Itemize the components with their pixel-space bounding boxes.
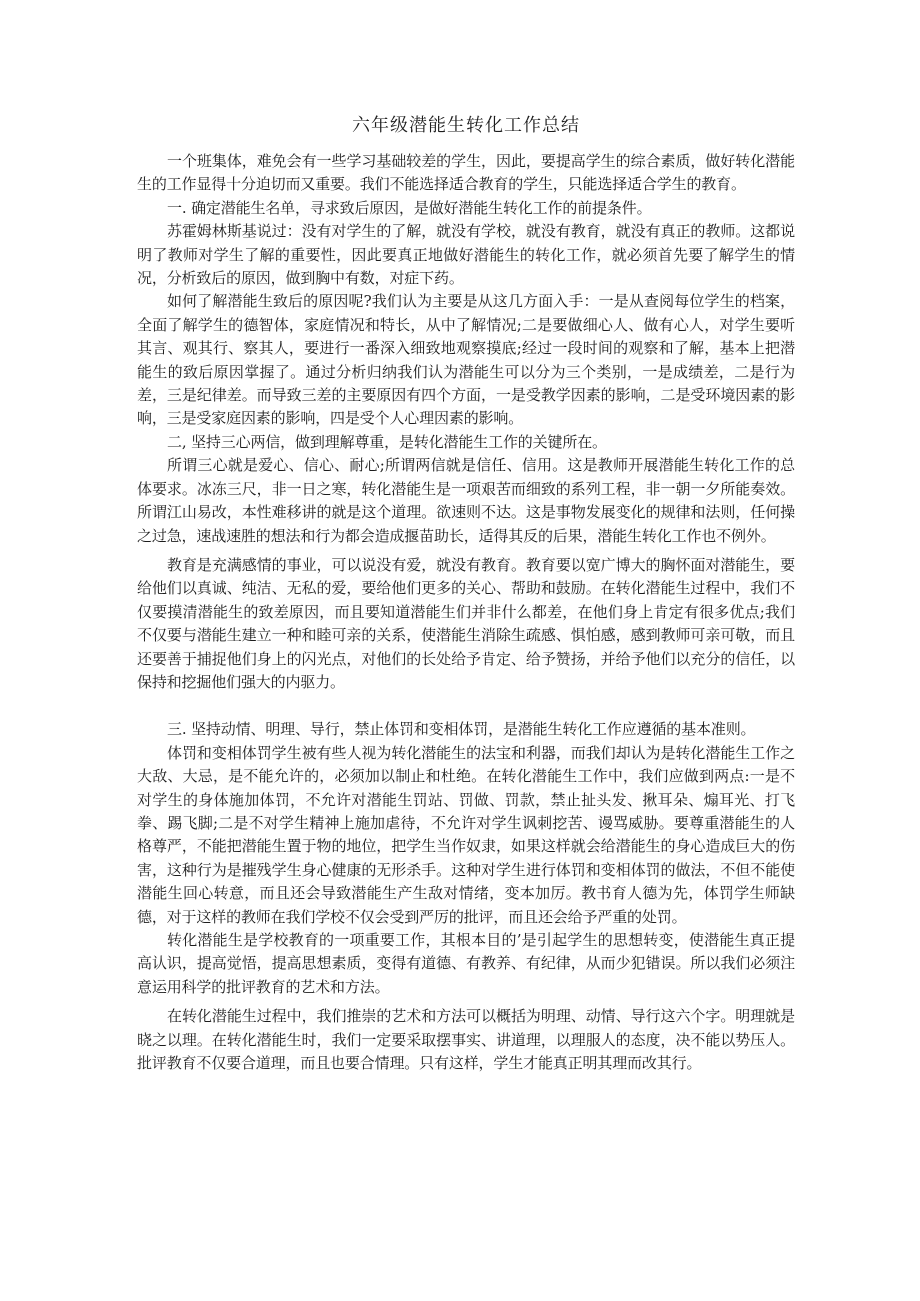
paragraph-punishment: 体罚和变相体罚学生被有些人视为转化潜能生的法宝和利器，而我们却认为是转化潜能生工作之大敌、大忌，是不能允许的，必须加以制止和杜绝。在转化潜能生工作中，我们应做到两点:一是不对学生的身体施加体罚，不允许对潜能生罚站、罚做、罚款，禁止扯头发、揪耳朵、煽耳光、打飞拳、踢飞脚;二是不对学生精神上施加虐待，不允许对学生讽刺挖苦、谩骂威胁。要尊重潜能生的人格尊严，不能把潜能生置于物的地位，把学生当作奴隶，如果这样就会给潜能生的身心造成巨大的伤害，这种行为是摧残学生身心健康的无形杀手。这种对学生进行体罚和变相体罚的做法，不但不能使潜能生回心转意，而且还会导致潜能生产生敌对情绪，变本加厉。教书育人德为先，体罚学生师缺德，对于这样的教师在我们学校不仅会受到严厉的批评，而且还会给予严重的处罚。 [137,743,795,926]
section-heading-1: 一. 确定潜能生名单，寻求致后原因，是做好潜能生转化工作的前提条件。 [167,198,652,217]
paragraph-intro: 一个班集体，难免会有一些学习基础较差的学生，因此，要提高学生的综合素质，做好转化潜能生的工作显得十分迫切而又重要。我们不能选择适合教育的学生，只能选择适合学生的教育。 [137,152,795,194]
paragraph-understanding: 如何了解潜能生致后的原因呢?我们认为主要是从这几方面入手：一是从查阅每位学生的档案，全面了解学生的德智体，家庭情况和特长，从中了解情况;二是要做细心人、做有心人，对学生要听其言、观其行、察其人，要进行一番深入细致地观察摸底;经过一段时间的观察和了解，基本上把潜能生的致后原因掌握了。通过分析归纳我们认为潜能生可以分为三个类别，一是成绩差，二是行为差，三是纪律差。而导致三差的主要原因有四个方面，一是受教学因素的影响，二是受环境因素的影响，三是受家庭因素的影响，四是受个人心理因素的影响。 [137,292,795,428]
paragraph-three-hearts: 所谓三心就是爱心、信心、耐心;所谓两信就是信任、信用。这是教师开展潜能生转化工作的总体要求。冰冻三尺，非一日之寒，转化潜能生是一项艰苦而细致的系列工程，非一朝一夕所能奏效。所谓江山易改，本性难移讲的就是这个道理。欲速则不达。这是事物发展变化的规律和法则，任何操之过急，速战速胜的想法和行为都会造成揠苗助长，适得其反的后果，潜能生转化工作也不例外。 [137,456,795,545]
paragraph-purpose: 转化潜能生是学校教育的一项重要工作，其根本目的’是引起学生的思想转变，使潜能生真正提高认识，提高觉悟，提高思想素质，变得有道德、有教养、有纪律，从而少犯错误。所以我们必须注意运用科学的批评教育的艺术和方法。 [137,931,795,996]
document-page [137,112,795,1075]
paragraph-love: 教育是充满感情的事业，可以说没有爱，就没有教育。教育要以宽广博大的胸怀面对潜能生，要给他们以真诚、纯洁、无私的爱，要给他们更多的关心、帮助和鼓励。在转化潜能生过程中，我们不仅要摸清潜能生的致差原因，而且要知道潜能生们并非什么都差，在他们身上肯定有很多优点;我们不仅要与潜能生建立一种和睦可亲的关系，使潜能生消除生疏感、惧怕感，感到教师可亲可敬，而且还要善于捕捉他们身上的闪光点，对他们的长处给予肯定、给予赞扬，并给予他们以充分的信任，以保持和挖掘他们强大的内驱力。 [137,555,795,691]
paragraph-methods: 在转化潜能生过程中，我们推崇的艺术和方法可以概括为明理、动情、导行这六个字。明理就是晓之以理。在转化潜能生时，我们一定要采取摆事实、讲道理，以理服人的态度，决不能以势压人。批评教育不仅要合道理，而且也要合情理。只有这样，学生才能真正明其理而改其行。 [137,1007,795,1073]
section-heading-2: 二, 坚持三心两信，做到理解尊重，是转化潜能生工作的关键所在。 [167,432,607,451]
section-heading-3: 三. 坚持动情、明理、导行，禁止体罚和变相体罚，是潜能生转化工作应遵循的基本准则。 [167,720,756,739]
document-title: 六年级潜能生转化工作总结 [352,115,580,136]
paragraph-quote: 苏霍姆林斯基说过：没有对学生的了解，就没有学校，就没有教育，就没有真正的教师。这都说明了教师对学生了解的重要性，因此要真正地做好潜能生的转化工作，就必须首先要了解学生的情况，分析致后的原因，做到胸中有数，对症下药。 [137,222,795,288]
